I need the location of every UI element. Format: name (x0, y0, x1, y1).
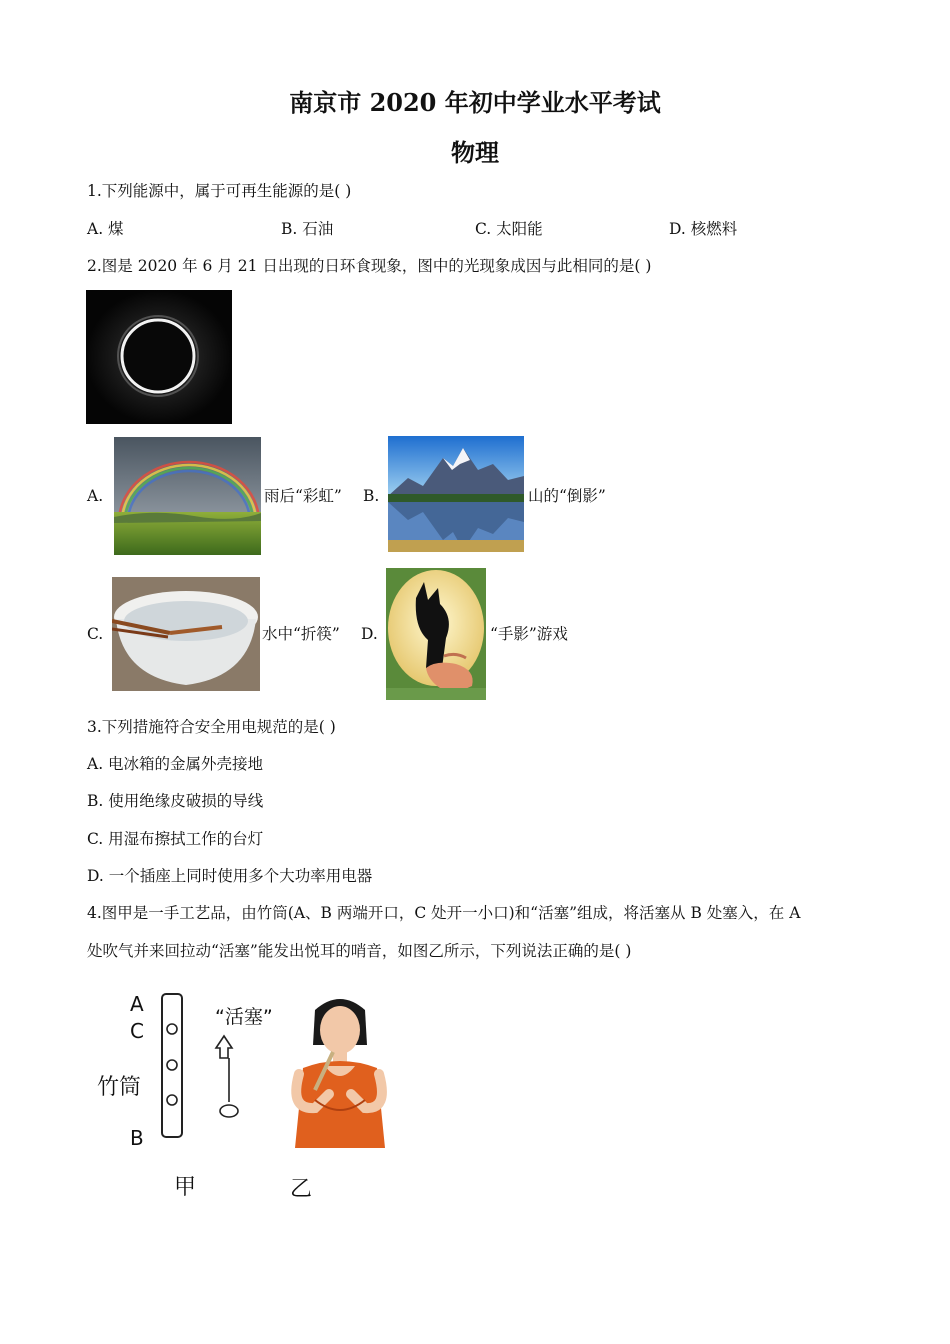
q1-stem: 1.下列能源中，属于可再生能源的是( ) (87, 182, 352, 200)
exam-title: 南京市 2020 年初中学业水平考试 (289, 88, 661, 117)
annular-eclipse-image (86, 290, 232, 424)
person-playing-whistle-image (285, 990, 395, 1148)
q3-option-a[interactable]: A. 电冰箱的金属外壳接地 (87, 755, 264, 773)
q1-option-b[interactable]: B. 石油 (281, 220, 334, 238)
q3-option-c[interactable]: C. 用湿布擦拭工作的台灯 (87, 830, 264, 848)
q3-option-d[interactable]: D. 一个插座上同时使用多个大功率用电器 (87, 867, 373, 885)
subject-title: 物理 (451, 138, 499, 167)
q2-option-b-text: 山的“倒影” (528, 487, 606, 505)
q2-option-d-text: “手影”游戏 (490, 625, 568, 643)
figure-caption-jia: 甲 (174, 1175, 197, 1200)
q2-option-d-letter[interactable]: D. (361, 625, 378, 643)
q1-option-d[interactable]: D. 核燃料 (669, 220, 738, 238)
figure-caption-yi: 乙 (290, 1177, 313, 1202)
q1-option-a[interactable]: A. 煤 (87, 220, 124, 238)
tube-label: 竹筒 (97, 1075, 142, 1100)
q1-option-c[interactable]: C. 太阳能 (475, 220, 543, 238)
q2-option-a-letter[interactable]: A. (87, 487, 104, 505)
rainbow-image (114, 437, 261, 555)
q4-stem-line2: 处吹气并来回拉动“活塞”能发出悦耳的哨音，如图乙所示，下列说法正确的是( ) (87, 942, 632, 960)
label-a: A (130, 992, 144, 1016)
label-c: C (130, 1019, 144, 1043)
q2-stem: 2.图是 2020 年 6 月 21 日出现的日环食现象，图中的光现象成因与此相同的是( ) (87, 257, 652, 275)
mountain-reflection-image (388, 436, 524, 552)
label-b: B (130, 1126, 144, 1150)
bamboo-tube-diagram (158, 992, 258, 1142)
hand-shadow-image (386, 568, 486, 700)
q3-stem: 3.下列措施符合安全用电规范的是( ) (87, 718, 336, 736)
q4-stem-line1: 4.图甲是一手工艺品，由竹筒(A、B 两端开口，C 处开一小口)和“活塞”组成，将活塞从 B 处塞入，在 A (87, 904, 801, 922)
q2-option-c-text: 水中“折筷” (262, 625, 340, 643)
q3-option-b[interactable]: B. 使用绝缘皮破损的导线 (87, 792, 264, 810)
bent-chopsticks-image (112, 577, 260, 691)
piston-label: “活塞” (215, 1006, 273, 1028)
q2-option-c-letter[interactable]: C. (87, 625, 104, 643)
q2-option-b-letter[interactable]: B. (363, 487, 380, 505)
q2-option-a-text: 雨后“彩虹” (264, 487, 342, 505)
